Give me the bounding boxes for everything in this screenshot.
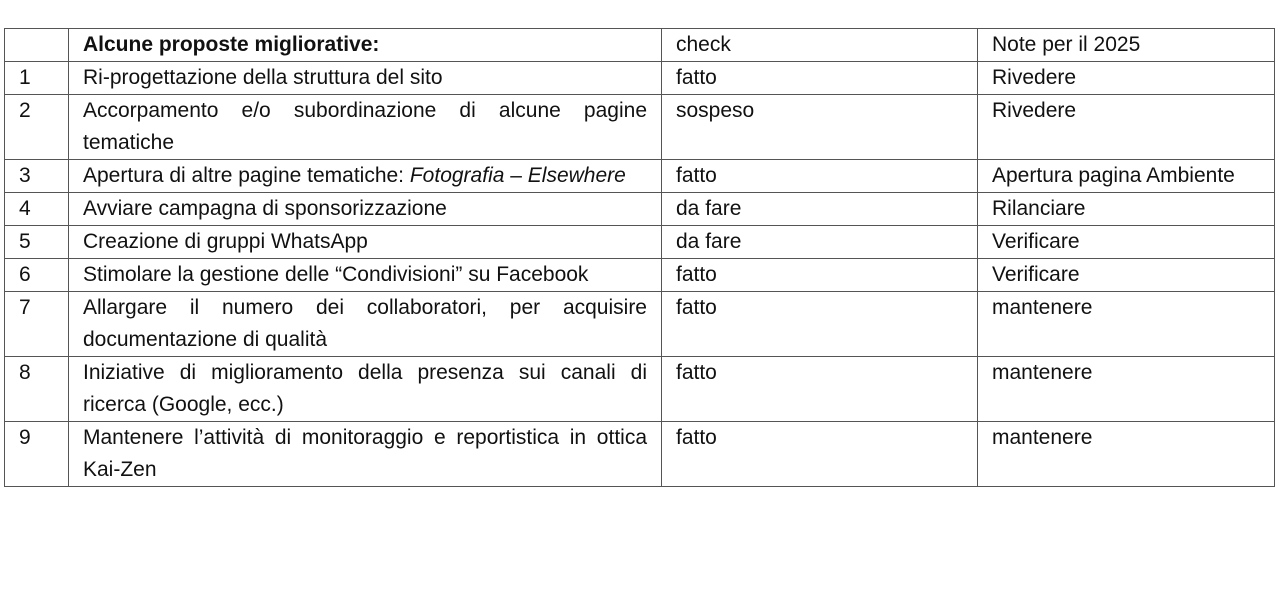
row-check: fatto (662, 422, 978, 487)
table-row (5, 292, 1275, 357)
row-proposal: Allargare il numero dei collaboratori, per acquisire documentazione di qualità (69, 292, 662, 357)
header-num-cell (5, 29, 69, 62)
row-notes: Verificare (978, 259, 1275, 292)
row-proposal-prefix: Apertura di altre pagine tematiche: (83, 164, 410, 187)
row-notes: mantenere (978, 357, 1275, 422)
header-check-cell: check (662, 29, 978, 62)
row-proposal-separator: – (504, 164, 528, 187)
table-row (5, 95, 1275, 160)
row-check: da fare (662, 193, 978, 226)
header-proposal-cell: Alcune proposte migliorative: (69, 29, 662, 62)
table-row (5, 226, 1275, 259)
table-row (5, 62, 1275, 95)
table-row (5, 357, 1275, 422)
row-notes: Rivedere (978, 95, 1275, 160)
row-proposal: Avviare campagna di sponsorizzazione (69, 193, 662, 226)
row-number: 1 (5, 62, 69, 95)
row-proposal: Accorpamento e/o subordinazione di alcune pagine tematiche (69, 95, 662, 160)
proposals-table (4, 28, 1275, 487)
row-notes: Verificare (978, 226, 1275, 259)
row-number: 6 (5, 259, 69, 292)
row-check: fatto (662, 357, 978, 422)
table-row (5, 193, 1275, 226)
row-notes: mantenere (978, 292, 1275, 357)
header-notes-cell: Note per il 2025 (978, 29, 1275, 62)
row-proposal: Creazione di gruppi WhatsApp (69, 226, 662, 259)
table-header-row (5, 29, 1275, 62)
row-notes: Rivedere (978, 62, 1275, 95)
row-check: fatto (662, 292, 978, 357)
row-check: da fare (662, 226, 978, 259)
row-number: 5 (5, 226, 69, 259)
row-check: sospeso (662, 95, 978, 160)
row-notes: mantenere (978, 422, 1275, 487)
row-number: 9 (5, 422, 69, 487)
row-check: fatto (662, 160, 978, 193)
row-number: 7 (5, 292, 69, 357)
row-number: 4 (5, 193, 69, 226)
row-notes: Rilanciare (978, 193, 1275, 226)
row-proposal (69, 160, 662, 193)
row-number: 8 (5, 357, 69, 422)
row-proposal-italic-elsewhere: Elsewhere (527, 164, 626, 187)
row-proposal: Mantenere l’attività di monitoraggio e reportistica in ottica Kai-Zen (69, 422, 662, 487)
row-check: fatto (662, 62, 978, 95)
row-proposal: Stimolare la gestione delle “Condivisioni” su Facebook (69, 259, 662, 292)
row-notes: Apertura pagina Ambiente (978, 160, 1275, 193)
row-number: 2 (5, 95, 69, 160)
table-row (5, 160, 1275, 193)
row-check: fatto (662, 259, 978, 292)
row-proposal: Ri-progettazione della struttura del sito (69, 62, 662, 95)
row-number: 3 (5, 160, 69, 193)
row-proposal: Iniziative di miglioramento della presenza sui canali di ricerca (Google, ecc.) (69, 357, 662, 422)
table-row (5, 422, 1275, 487)
table-row (5, 259, 1275, 292)
row-proposal-italic-fotografia: Fotografia (409, 164, 505, 187)
